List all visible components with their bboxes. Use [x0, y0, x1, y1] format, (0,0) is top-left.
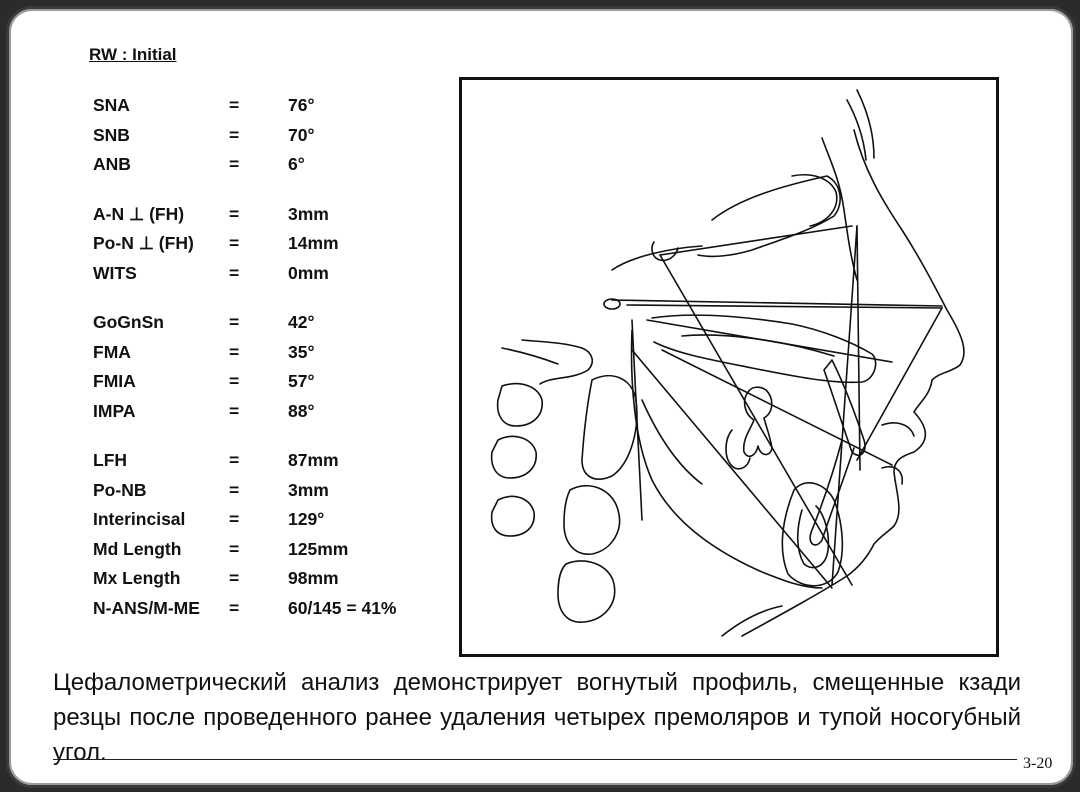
cephalometric-tracing — [459, 77, 999, 657]
measurement-label: SNA — [93, 95, 130, 115]
equals-sign: = — [229, 341, 240, 362]
upper-lip — [882, 423, 914, 436]
anterior-cranial-base — [698, 176, 840, 256]
measurement-value: 70° — [288, 124, 315, 145]
airway-inner — [502, 348, 558, 364]
slide-caption: Цефалометрический анализ демонстрирует вогнутый профиль, смещенные кзади резцы после проведенного ранее удаления четырех премоляров и тупой носогубный угол. — [53, 669, 1021, 766]
vertebra-arch-3 — [492, 496, 535, 536]
measurement-label: Po-NB — [93, 479, 147, 500]
equals-sign: = — [229, 95, 240, 115]
measurement-value: 88° — [288, 400, 315, 421]
airway — [522, 340, 592, 384]
equals-sign: = — [229, 262, 240, 283]
slide-number: 3-20 — [1023, 755, 1053, 772]
measurement-value: 6° — [288, 154, 305, 174]
measurement-label: GoGnSn — [93, 312, 164, 332]
measurement-label: N-ANS/M-ME — [93, 597, 200, 618]
equals-sign: = — [229, 597, 240, 618]
vertebra-c4 — [558, 561, 615, 622]
occlusal-plane — [662, 350, 892, 465]
measurement-label: FMIA — [93, 371, 136, 391]
slide — [6, 6, 1076, 788]
measurement-value: 3mm — [288, 203, 329, 224]
equals-sign: = — [229, 312, 240, 332]
equals-sign: = — [229, 124, 240, 145]
sn-line — [660, 226, 852, 255]
measurement-label: ANB — [93, 154, 131, 174]
measurement-value: 76° — [288, 95, 315, 115]
measurement-label: Md Length — [93, 538, 182, 559]
measurement-value: 35° — [288, 341, 315, 362]
equals-sign: = — [229, 203, 240, 224]
measurement-label: LFH — [93, 450, 128, 470]
lower-lip — [882, 467, 902, 484]
palate — [682, 335, 834, 356]
measurement-label: WITS — [93, 262, 137, 283]
equals-sign: = — [229, 154, 240, 174]
footer-divider — [53, 759, 1017, 760]
measurement-label: Po-N ⊥ (FH) — [93, 233, 194, 253]
measurement-label: SNB — [93, 124, 130, 145]
case-title: RW : Initial — [89, 45, 177, 64]
measurement-value: 42° — [288, 312, 315, 332]
measurement-value: 125mm — [288, 538, 349, 559]
vertebra-arch-2 — [492, 436, 537, 478]
measurement-value: 3mm — [288, 479, 329, 500]
equals-sign: = — [229, 538, 240, 559]
vertebra-c3 — [564, 486, 620, 554]
measurement-value: 129° — [288, 509, 325, 529]
measurement-value: 14mm — [288, 233, 339, 253]
gonial-angle — [642, 400, 702, 484]
measurement-label: FMA — [93, 341, 131, 362]
vertebra-c2 — [582, 376, 637, 479]
lower-incisor — [810, 440, 854, 545]
measurement-value: 60/145 = 41% — [288, 597, 397, 618]
measurement-label: IMPA — [93, 400, 136, 421]
measurement-label: Mx Length — [93, 568, 181, 588]
measurement-label: A-N ⊥ (FH) — [93, 203, 185, 224]
measurement-label: Interincisal — [93, 509, 186, 529]
equals-sign: = — [229, 400, 240, 421]
equals-sign: = — [229, 371, 240, 391]
measurement-value: 87mm — [288, 450, 339, 470]
e-line — [857, 308, 942, 460]
measurement-value: 98mm — [288, 568, 339, 588]
throat — [722, 606, 782, 636]
equals-sign: = — [229, 233, 240, 253]
vertebra-arch-1 — [498, 384, 543, 426]
maxilla — [652, 315, 876, 382]
nasal-bone — [822, 138, 857, 280]
equals-sign: = — [229, 479, 240, 500]
equals-sign: = — [229, 450, 240, 470]
equals-sign: = — [229, 509, 240, 529]
measurement-value: 57° — [288, 371, 315, 391]
measurement-value: 0mm — [288, 262, 329, 283]
frontal-bone — [847, 100, 866, 160]
equals-sign: = — [229, 568, 240, 588]
